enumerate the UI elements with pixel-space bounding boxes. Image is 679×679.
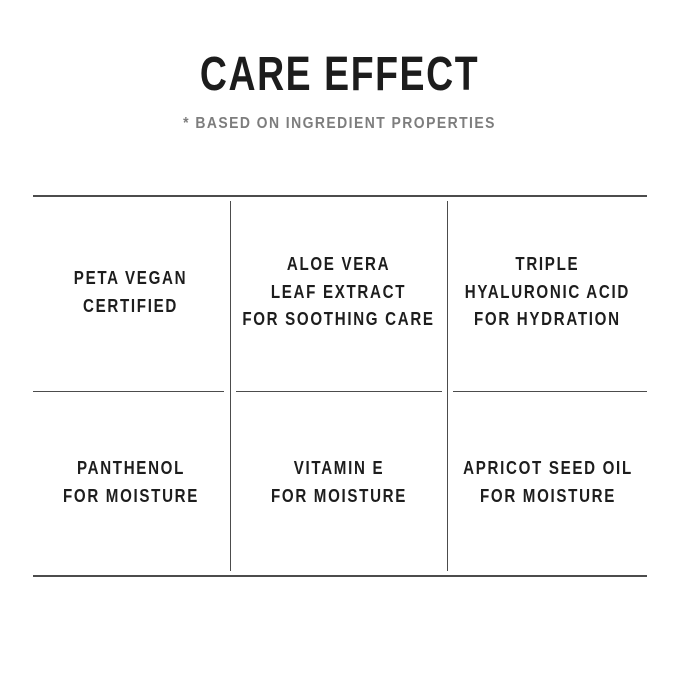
- cell-line: FOR MOISTURE: [270, 485, 407, 506]
- cell-line: LEAF EXTRACT: [270, 281, 407, 302]
- table-cell-aloe-vera: [231, 196, 446, 389]
- cell-line: TRIPLE: [515, 254, 580, 275]
- cell-line: FOR MOISTURE: [62, 485, 200, 506]
- cell-line: APRICOT SEED OIL: [462, 458, 633, 478]
- page-subtitle: * BASED ON INGREDIENT PROPERTIES: [183, 115, 496, 132]
- cell-line: PETA VEGAN: [74, 268, 188, 288]
- table-cell-apricot-seed-oil: [448, 392, 647, 573]
- cell-text-block: [270, 455, 406, 510]
- cell-line: HYALURONIC ACID: [464, 281, 631, 302]
- cell-text-block: [463, 455, 633, 510]
- table-cell-panthenol: [33, 392, 229, 573]
- cell-line: FOR HYDRATION: [474, 309, 621, 330]
- cell-line: VITAMIN E: [293, 458, 384, 478]
- cell-line: PANTHENOL: [76, 458, 186, 478]
- cell-text-block: [63, 455, 199, 510]
- cell-line: CERTIFIED: [83, 295, 179, 316]
- cell-text-block: [465, 251, 630, 334]
- cell-line: FOR SOOTHING CARE: [242, 309, 435, 330]
- cell-line: FOR MOISTURE: [479, 485, 616, 506]
- cell-text-block: [74, 265, 187, 320]
- page-title: CARE EFFECT: [199, 48, 480, 101]
- table-cell-hyaluronic-acid: [448, 196, 647, 389]
- table-cell-vitamin-e: [231, 392, 446, 573]
- gridline-bottom: [33, 575, 647, 577]
- cell-line: ALOE VERA: [286, 254, 391, 275]
- table-cell-peta-vegan: [33, 196, 229, 389]
- cell-text-block: [242, 251, 434, 334]
